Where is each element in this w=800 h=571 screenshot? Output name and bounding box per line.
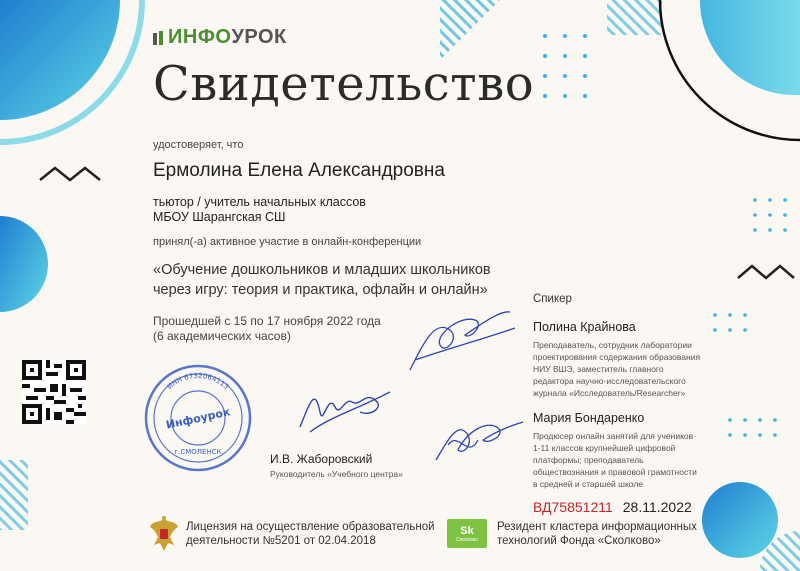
- logo-text-part1: ИНФО: [168, 26, 232, 48]
- coat-of-arms-icon: [148, 515, 180, 553]
- director-name: И.В. Жаборовский: [270, 452, 373, 466]
- hatched-triangle: [440, 0, 500, 60]
- speaker-2-name: Мария Бондаренко: [533, 411, 645, 425]
- logo-mark-icon: [153, 31, 165, 45]
- skolkovo-text: [497, 520, 697, 548]
- speaker1-signature: [400, 300, 520, 380]
- stamp-center: Инфоурок: [164, 405, 232, 432]
- recipient-position: тьютор / учитель начальных классов: [153, 195, 366, 209]
- left-half-circle: [0, 216, 48, 312]
- dot-grid-top: [543, 34, 587, 98]
- speaker-2-description: Продюсер онлайн занятий для учеников 1-11 классов крупнейшей цифровой платформы; преподаватель обществознания и правовой грамотности в средней и старшей школе: [533, 431, 697, 489]
- infourok-logo: [153, 26, 287, 49]
- hatched-square: [607, 0, 662, 35]
- registration-number: ВД75851211: [533, 499, 613, 515]
- skolkovo-badge-text: Sk: [460, 524, 474, 537]
- license-line2: деятельности №5201 от 02.04.2018: [186, 535, 376, 547]
- top-right-quarter: [660, 0, 800, 95]
- left-zigzag: [40, 168, 100, 180]
- conference-dates: [153, 314, 381, 344]
- license-line1: Лицензия на осуществление образовательной: [186, 521, 435, 533]
- dot-grid-bottom-right: [728, 418, 777, 437]
- speaker-1: [533, 320, 703, 399]
- organization-stamp: [142, 362, 254, 474]
- director-title: Руководитель «Учебного центра»: [270, 469, 403, 479]
- registration-date: 28.11.2022: [622, 499, 692, 515]
- speaker-1-name: Полина Крайнова: [533, 320, 636, 334]
- right-zigzag: [738, 266, 794, 278]
- conference-title-line2: через игру: теория и практика, офлайн и онлайн»: [153, 282, 488, 298]
- recipient-name: Ермолина Елена Александровна: [153, 160, 445, 181]
- skolkovo-badge: [447, 519, 487, 548]
- logo-text-part2: УРОК: [231, 26, 287, 48]
- speaker-2: [533, 411, 703, 490]
- conference-dates-text: Прошедшей с 15 по 17 ноября 2022 года: [153, 314, 381, 328]
- skolkovo-badge-small: Сколково: [456, 536, 478, 543]
- conference-hours: (6 академических часов): [153, 329, 291, 343]
- conference-title-line1: «Обучение дошкольников и младших школьников: [153, 262, 491, 278]
- recipient-position-block: [153, 195, 366, 225]
- left-hatched-block: [0, 460, 28, 530]
- certificate-title: Свидетельство: [153, 56, 535, 112]
- stamp-inn: ИНН 6732064113: [165, 371, 231, 392]
- registration-info: [533, 499, 692, 515]
- speaker2-signature: [428, 400, 528, 475]
- recipient-organization: МБОУ Шарангская СШ: [153, 210, 286, 224]
- conference-title: [153, 260, 533, 300]
- participation-text: принял(-а) активное участие в онлайн-конференции: [153, 236, 422, 248]
- skolkovo-line1: Резидент кластера информационных: [497, 521, 697, 533]
- dot-grid-right-lower: [713, 313, 747, 332]
- speaker-1-description: Преподаватель, сотрудник лаборатории проектирования содержания образования НИУ ВШЭ, заместитель главного редактора научно-исследовательского журнала «Исследователь/Researcher»: [533, 340, 701, 398]
- director-signature: [290, 372, 400, 447]
- skolkovo-line2: технологий Фонда «Сколково»: [497, 535, 661, 547]
- stamp-city: г.СМОЛЕНСК: [174, 448, 222, 456]
- license-text: [186, 520, 435, 548]
- speakers-heading: Спикер: [533, 293, 572, 305]
- dot-grid-right: [753, 198, 787, 232]
- certifies-label: удостоверяет, что: [153, 139, 244, 151]
- qr-code: [22, 360, 86, 424]
- bottom-right-circle: [702, 482, 778, 558]
